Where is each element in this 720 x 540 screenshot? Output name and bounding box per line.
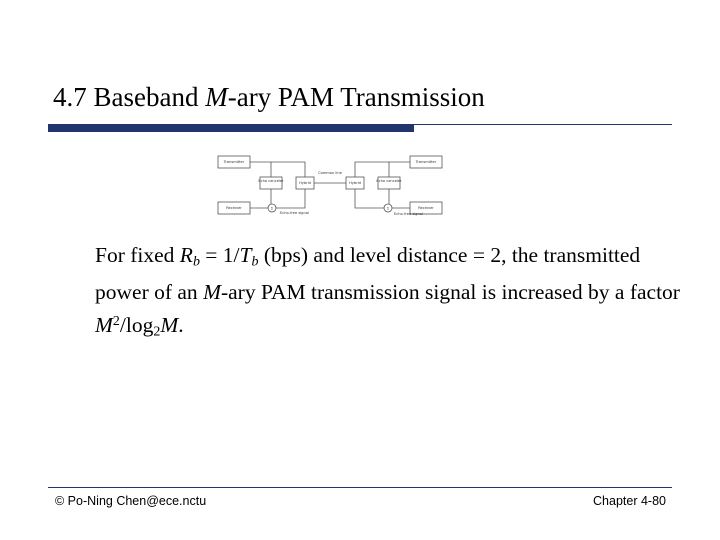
body-text-3: (bps) and level distance = 2, the transmitted power of an [95, 243, 641, 305]
sum-symbol-right: Σ [386, 206, 390, 211]
hybrid-left-label: Hybrid [299, 181, 311, 185]
title-rule-thick [48, 124, 414, 132]
slide-title [53, 82, 485, 113]
body-var-m1: M [203, 280, 221, 305]
body-sup-2: 2 [112, 314, 120, 330]
body-text-2: = 1/ [199, 243, 240, 267]
hybrid-right-label: Hybrid [349, 181, 361, 185]
body-paragraph [95, 240, 685, 348]
common-line-label: Common line [318, 171, 342, 175]
title-suffix: -ary PAM Transmission [227, 82, 485, 112]
title-var: M [205, 82, 228, 112]
body-text-5: /log [119, 313, 154, 338]
link-hybrid-sum-left [276, 189, 305, 208]
title-rule-thin [414, 124, 672, 125]
echo-free-right-label: Echo-free signal [394, 212, 423, 216]
body-text-1: For fixed [95, 243, 180, 267]
sum-symbol-left: Σ [270, 206, 274, 211]
receiver-right-label: Receiver [418, 206, 434, 210]
echo-free-left-label: Echo-free signal [280, 211, 309, 215]
echo-cancellation-diagram [216, 152, 444, 222]
body-sub-b1: b [192, 254, 200, 270]
footer-rule [48, 487, 672, 488]
body-var-t: T [239, 243, 252, 267]
link-tx-left [250, 162, 305, 177]
body-sub-b2: b [251, 254, 259, 270]
link-hybrid-sum-right [355, 189, 384, 208]
footer-copyright: © Po-Ning Chen@ece.nctu [55, 494, 207, 508]
body-text-4: -ary PAM transmission signal is increased by a factor [220, 280, 680, 305]
link-tx-right [355, 162, 410, 177]
transmitter-right-label: Transmitter [415, 160, 437, 164]
echo-canceler-right-label: Echo canceler [376, 179, 402, 183]
body-text-6: . [178, 313, 184, 338]
body-var-m3: M [160, 313, 179, 338]
body-var-m2: M [95, 313, 113, 338]
receiver-left-label: Receiver [226, 206, 242, 210]
echo-canceler-left-label: Echo canceler [258, 179, 284, 183]
body-var-r: R [179, 243, 193, 267]
footer-page-number: Chapter 4-80 [593, 494, 666, 508]
body-sub-2: 2 [153, 324, 161, 340]
transmitter-left-label: Transmitter [223, 160, 245, 164]
title-prefix: 4.7 Baseband [53, 82, 206, 112]
